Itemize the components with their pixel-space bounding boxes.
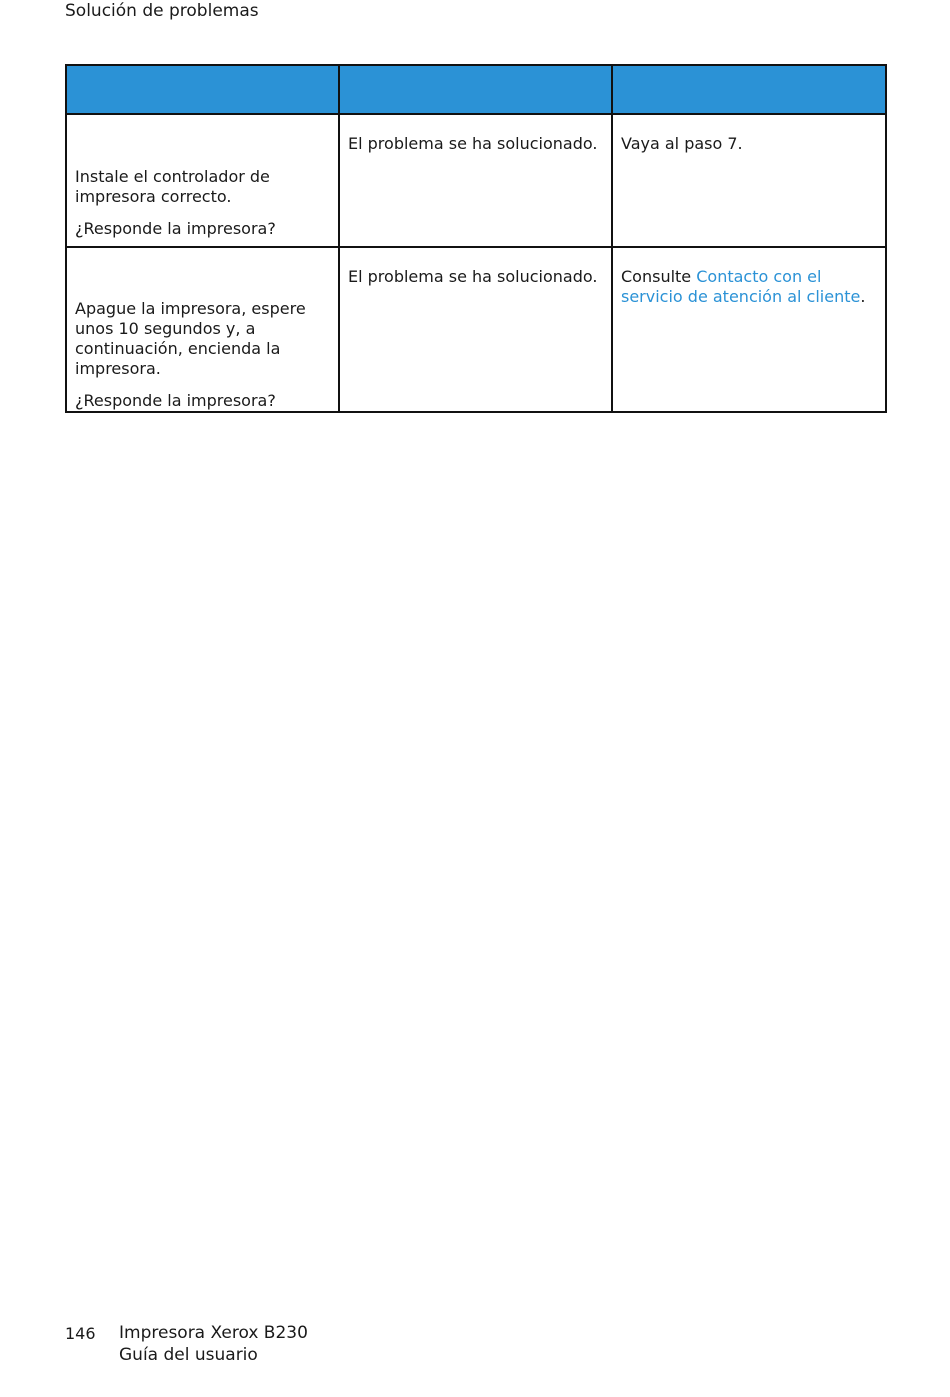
step-action-text: Instale el controlador de impresora correcto.: [75, 167, 270, 206]
header-cell-no: [612, 65, 886, 114]
step-action-text: Apague la impresora, espere unos 10 segundos y, a continuación, encienda la impresora.: [75, 299, 306, 378]
step-question-text: ¿Responde la impresora?: [75, 219, 276, 238]
no-text-prefix: Consulte: [621, 267, 697, 286]
guide-title: Guía del usuario: [119, 1345, 258, 1365]
step-cell: [66, 247, 339, 412]
no-text: Vaya al paso 7.: [621, 134, 743, 153]
step-cell: [66, 114, 339, 247]
no-text-suffix: .: [860, 287, 866, 306]
customer-service-link[interactable]: Contacto con el servicio de atención al cliente: [621, 267, 861, 306]
yes-cell: [339, 247, 612, 412]
header-cell-yes: [339, 65, 612, 114]
yes-cell: [339, 114, 612, 247]
header-cell-action: [66, 65, 339, 114]
yes-text: El problema se ha solucionado.: [348, 267, 598, 286]
table-header-row: [66, 65, 886, 114]
step-question-text: ¿Responde la impresora?: [75, 391, 276, 410]
page-number: 146: [65, 1324, 96, 1343]
table-row: [66, 114, 886, 247]
product-name: Impresora Xerox B230: [119, 1323, 308, 1343]
no-cell: [612, 114, 886, 247]
no-cell: [612, 247, 886, 412]
table-row: [66, 247, 886, 412]
running-header: Solución de problemas: [65, 1, 259, 21]
no-text: [621, 248, 877, 307]
troubleshooting-table: [65, 64, 885, 413]
yes-text: El problema se ha solucionado.: [348, 134, 598, 153]
